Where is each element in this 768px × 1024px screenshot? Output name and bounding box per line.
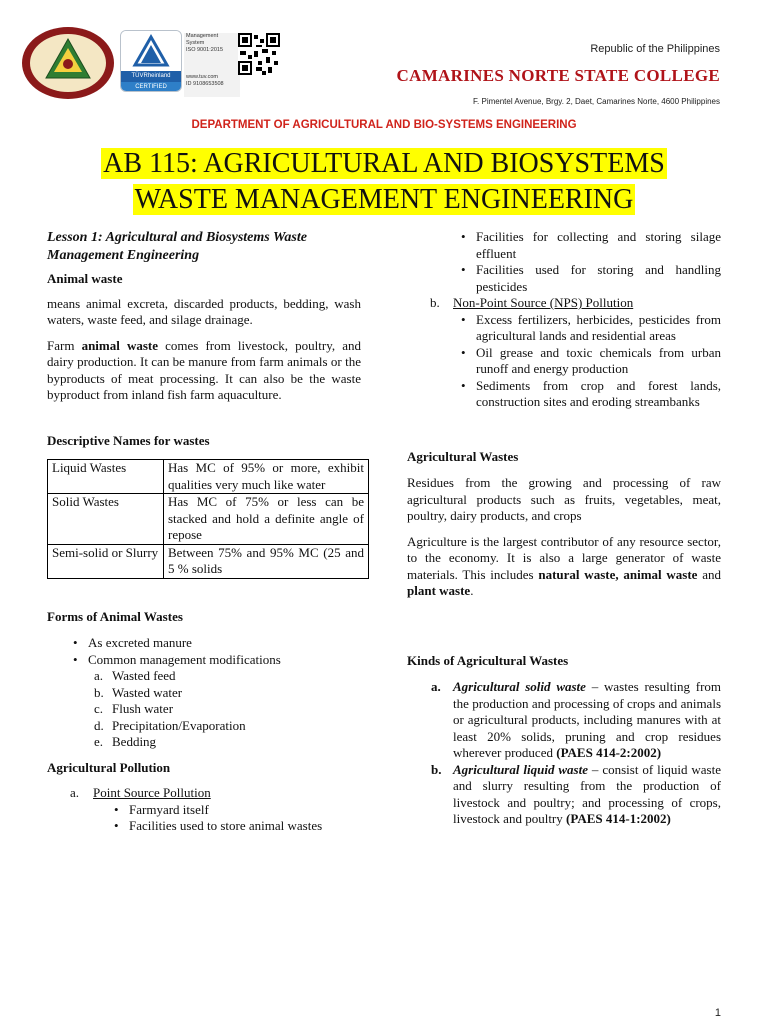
forms-heading: Forms of Animal Wastes xyxy=(47,608,183,624)
nps-list xyxy=(407,312,721,411)
lesson-title: Lesson 1: Agricultural and Biosystems Waste Management Engineering xyxy=(47,230,307,263)
farm-animal-waste-paragraph: Farm animal waste comes from livestock, poultry, and dairy production. It can be manure from farm animals or the byproducts of meat processing. It can also be the waste byproduct from inland fish farm aquaculture. xyxy=(47,337,361,402)
point-source-heading: a. Point Source Pollution xyxy=(70,785,211,800)
college-address: F. Pimentel Avenue, Brgy. 2, Daet, Camarines Norte, 4600 Philippines xyxy=(473,97,720,106)
point-source-list-cont xyxy=(407,229,721,295)
list-item: e. Bedding xyxy=(94,734,157,749)
tuv-triangle-icon xyxy=(121,31,181,71)
table-row: Semi-solid or Slurry Between 75% and 95% MC (25 and 5 % solids xyxy=(48,544,369,578)
republic-label: Republic of the Philippines xyxy=(590,43,720,55)
animal-waste-heading: Animal waste xyxy=(47,271,123,286)
list-item: • Facilities for collecting and storing silage effluent xyxy=(457,229,721,262)
pollution-heading: Agricultural Pollution xyxy=(47,759,171,775)
list-item: b. Wasted water xyxy=(94,684,183,700)
list-item: • Facilities used to store animal wastes xyxy=(110,818,361,835)
forms-list xyxy=(47,635,361,668)
agricultural-wastes-definition: Residues from the growing and processing of raw agricultural products such as fruits, vegetables, meat, poultry, dairy products, and crops xyxy=(407,475,721,523)
list-item: d. Precipitation/Evaporation xyxy=(94,717,246,733)
left-column xyxy=(47,229,364,835)
agricultural-wastes-heading: Agricultural Wastes xyxy=(407,448,519,464)
right-column xyxy=(407,229,721,828)
animal-waste-definition: means animal excreta, discarded products, bedding, wash waters, waste feed, and silage drainage. xyxy=(47,295,361,327)
cert-brand: TÜVRheinland xyxy=(121,71,181,82)
descriptive-names-table xyxy=(47,459,369,579)
list-item: • Farmyard itself xyxy=(110,802,361,819)
list-item: a. Wasted feed xyxy=(94,668,176,683)
tuv-certification-logo xyxy=(120,30,182,92)
college-seal-logo xyxy=(20,26,116,100)
list-item: b. Agricultural liquid waste – consist of liquid waste and slurry resulting from the production of livestock and poultry; and processing of crops, livestock and poultry (PAES 414-1:2002) xyxy=(431,761,721,826)
list-item: a. Agricultural solid waste – wastes resulting from the production and processing of crops and animals or agricultural products, including manures with at least 20% solids, pruning and crop residues wherever produced (PAES 414-2:2002) xyxy=(431,679,722,760)
college-name: CAMARINES NORTE STATE COLLEGE xyxy=(396,66,720,85)
descriptive-names-heading: Descriptive Names for wastes xyxy=(47,432,210,448)
cert-info: Management System ISO 9001:2015 www.tuv.com ID 9108653508 xyxy=(184,33,240,97)
qr-code-icon xyxy=(238,33,280,75)
list-item: • Excess fertilizers, herbicides, pesticides from agricultural lands and residential areas xyxy=(457,312,721,345)
course-title-line-2: WASTE MANAGEMENT ENGINEERING xyxy=(134,184,634,215)
cert-certified: CERTIFIED xyxy=(121,82,181,92)
agriculture-contributor-paragraph: Agriculture is the largest contributor of any resource sector, to the economy. It is also a large generator of waste materials. This includes natural waste, animal waste and plant waste. xyxy=(407,533,721,598)
kinds-list xyxy=(407,679,721,828)
list-item: • As excreted manure xyxy=(69,635,361,652)
page-number: 1 xyxy=(714,1007,721,1019)
nps-heading: b. Non-Point Source (NPS) Pollution xyxy=(430,295,634,310)
list-item: • Oil grease and toxic chemicals from urban runoff and energy production xyxy=(457,345,721,378)
table-row: Liquid Wastes Has MC of 95% or more, exhibit qualities very much like water xyxy=(48,460,369,494)
department-title: DEPARTMENT OF AGRICULTURAL AND BIO-SYSTEMS ENGINEERING xyxy=(191,119,577,131)
table-row: Solid Wastes Has MC of 75% or less can be stacked and hold a definite angle of repose xyxy=(48,494,369,545)
point-source-list xyxy=(47,802,361,835)
kinds-heading: Kinds of Agricultural Wastes xyxy=(407,652,569,668)
list-item: • Common management modifications xyxy=(69,652,361,669)
modifications-list xyxy=(47,668,361,751)
course-title-line-1: AB 115: AGRICULTURAL AND BIOSYSTEMS xyxy=(103,148,665,179)
list-item: • Facilities used for storing and handling pesticides xyxy=(457,262,721,295)
list-item: • Sediments from crop and forest lands, construction sites and eroding streambanks xyxy=(457,378,721,411)
list-item: c. Flush water xyxy=(94,701,174,716)
